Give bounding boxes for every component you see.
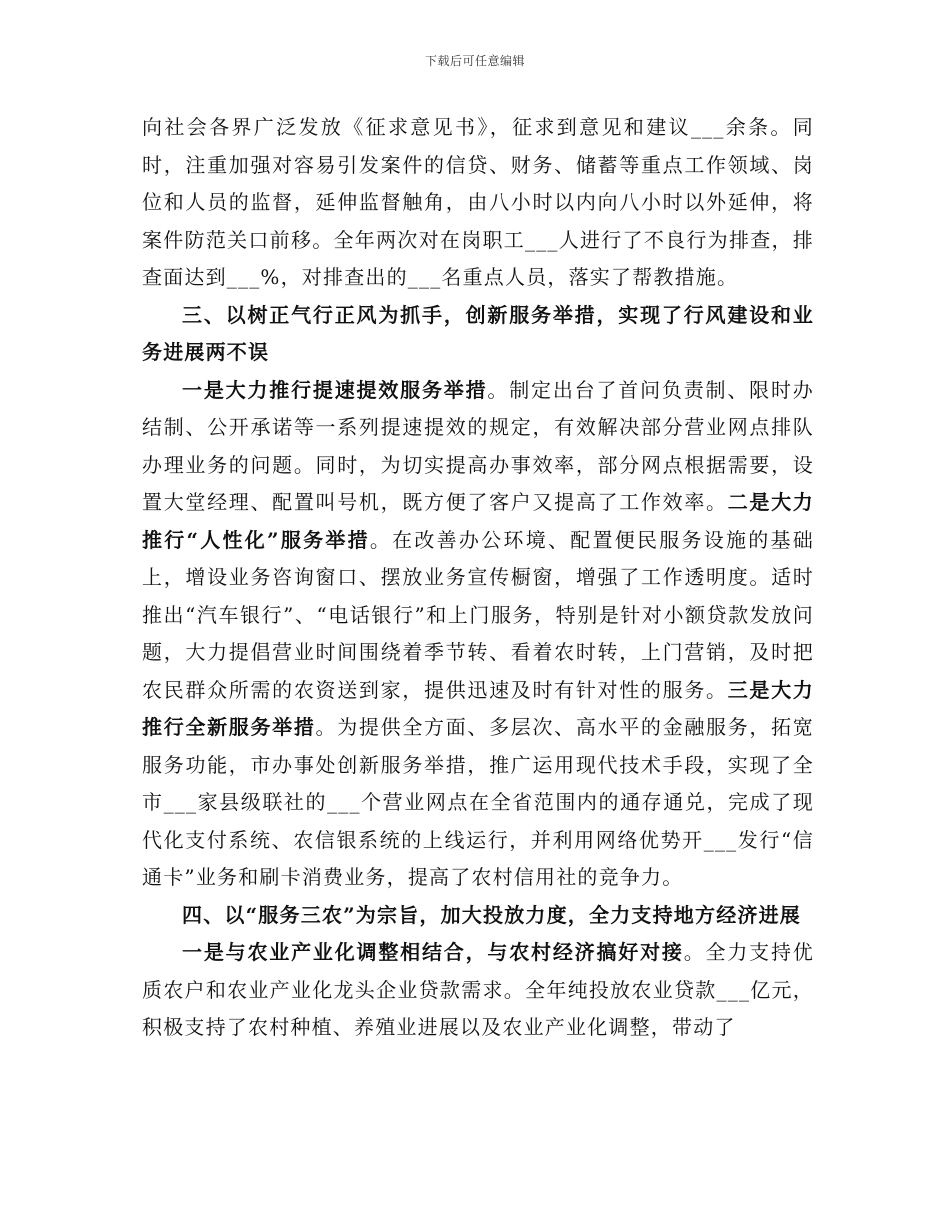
bold-lead: 一是与农业产业化调整相结合，与农村经济搞好对接: [182, 940, 684, 964]
section-heading-3: 三、以树正气行正风为抓手，创新服务举措，实现了行风建设和业务进展两不误: [142, 302, 814, 364]
paragraph-text: 。在改善办公环境、配置便民服务设施的基础上，增设业务咨询窗口、摆放业务宣传橱窗，增强了工作透明度。适时推出“汽车银行”、“电话银行”和上门服务，特别是针对小额贷款发放问题，大力提倡营业时间围绕着季节转、看着农时转，上门营销，及时把农民群众所需的农资送到家，提供迅速及时有针对性的服务。: [142, 527, 815, 702]
bold-lead: 三是大力推行全新服务举措: [142, 677, 814, 739]
paragraph-text: 。为提供全方面、多层次、高水平的金融服务，拓宽服务功能，市办事处创新服务举措，推广运用现代技术手段，实现了全市___家县级联社的___个营业网点在全省范围内的通存通兑，完成了现代化支付系统、农信银系统的上线运行，并利用网络优势开___发行“信通卡”业务和刷卡消费业务，提高了农村信用社的竞争力。: [142, 715, 814, 889]
paragraph: [142, 372, 814, 897]
paragraph: [142, 934, 814, 1047]
paragraph-text: 。制定出台了首问负责制、限时办结制、公开承诺等一系列提速提效的规定，有效解决部分营业网点排队办理业务的问题。同时，为切实提高办事效率，部分网点根据需要，设置大堂经理、配置叫号机，既方便了客户又提高了工作效率。: [142, 377, 814, 514]
bold-lead: 二是大力推行“人性化”服务举措: [142, 490, 814, 552]
document-body: [142, 109, 814, 1047]
bold-lead: 一是大力推行提速提效服务举措: [182, 377, 488, 402]
paragraph: 向社会各界广泛发放《征求意见书》，征求到意见和建议___余条。同时，注重加强对容易引发案件的信贷、财务、储蓄等重点工作领域、岗位和人员的监督，延伸监督触角，由八小时以内向八小时以外延伸，将案件防范关口前移。全年两次对在岗职工___人进行了不良行为排查，排查面达到___%，对排查出的___名重点人员，落实了帮教措施。: [142, 115, 814, 289]
section-heading-4: 四、以“服务三农”为宗旨，加大投放力度，全力支持地方经济进展: [182, 902, 802, 927]
page-header: 下载后可任意编辑: [424, 54, 525, 68]
paragraph-text: 。全力支持优质农户和农业产业化龙头企业贷款需求。全年纯投放农业贷款___亿元，积极支持了农村种植、养殖业进展以及农业产业化调整，带动了: [142, 940, 814, 1039]
